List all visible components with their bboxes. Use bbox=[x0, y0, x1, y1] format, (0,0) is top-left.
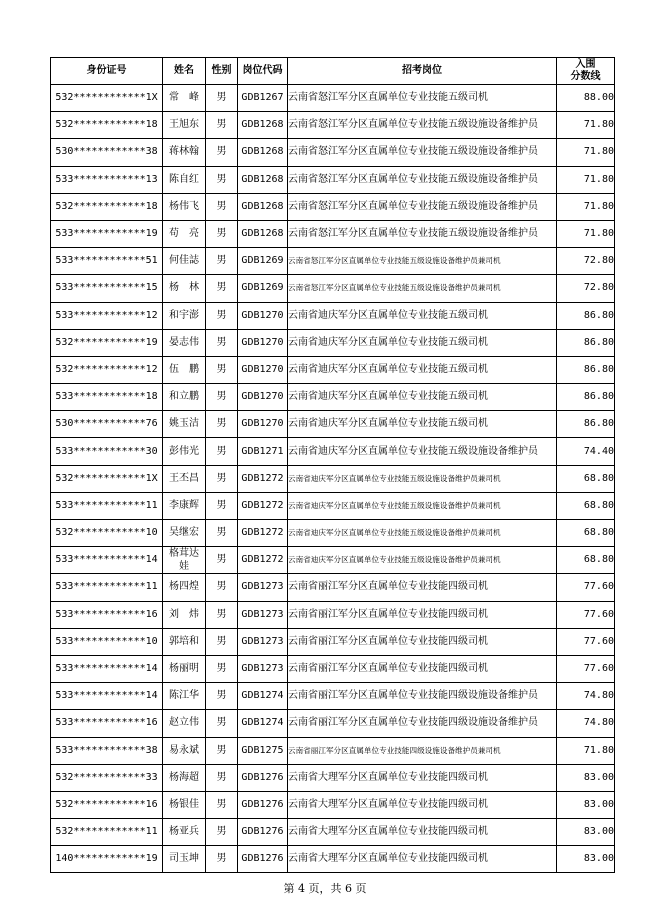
code-cell: GDB1270 bbox=[238, 329, 288, 356]
score-cell: 86.80 bbox=[557, 356, 615, 383]
name-cell: 杨 林 bbox=[163, 275, 206, 302]
code-cell: GDB1270 bbox=[238, 384, 288, 411]
position-cell: 云南省大理军分区直属单位专业技能四级司机 bbox=[288, 846, 557, 873]
gender-cell: 男 bbox=[206, 139, 238, 166]
table-row bbox=[51, 492, 615, 519]
position-cell: 云南省怒江军分区直属单位专业技能五级设施设备维护员 bbox=[288, 220, 557, 247]
name-cell: 吴继宏 bbox=[163, 520, 206, 547]
gender-cell: 男 bbox=[206, 710, 238, 737]
gender-cell: 男 bbox=[206, 655, 238, 682]
page-footer: 第 4 页，共 6 页 bbox=[283, 882, 367, 895]
code-cell: GDB1274 bbox=[238, 710, 288, 737]
score-cell: 83.00 bbox=[557, 819, 615, 846]
code-cell: GDB1272 bbox=[238, 465, 288, 492]
table-row bbox=[51, 166, 615, 193]
code-cell: GDB1276 bbox=[238, 846, 288, 873]
code-cell: GDB1273 bbox=[238, 628, 288, 655]
score-cell: 68.80 bbox=[557, 465, 615, 492]
id-cell: 140************19 bbox=[51, 846, 163, 873]
table-row bbox=[51, 384, 615, 411]
table-row bbox=[51, 683, 615, 710]
name-cell: 常 峰 bbox=[163, 85, 206, 112]
code-cell: GDB1268 bbox=[238, 193, 288, 220]
table-row bbox=[51, 655, 615, 682]
id-cell: 532************16 bbox=[51, 791, 163, 818]
code-cell: GDB1269 bbox=[238, 275, 288, 302]
table-row bbox=[51, 819, 615, 846]
gender-cell: 男 bbox=[206, 220, 238, 247]
code-cell: GDB1272 bbox=[238, 492, 288, 519]
gender-cell: 男 bbox=[206, 574, 238, 601]
gender-cell: 男 bbox=[206, 356, 238, 383]
score-cell: 88.00 bbox=[557, 85, 615, 112]
code-cell: GDB1268 bbox=[238, 166, 288, 193]
table-row bbox=[51, 85, 615, 112]
id-cell: 533************16 bbox=[51, 710, 163, 737]
id-cell: 532************1X bbox=[51, 85, 163, 112]
name-cell: 陈自红 bbox=[163, 166, 206, 193]
gender-cell: 男 bbox=[206, 248, 238, 275]
score-cell: 86.80 bbox=[557, 329, 615, 356]
id-cell: 532************1X bbox=[51, 465, 163, 492]
code-cell: GDB1267 bbox=[238, 85, 288, 112]
gender-cell: 男 bbox=[206, 193, 238, 220]
gender-cell: 男 bbox=[206, 438, 238, 465]
table-row bbox=[51, 601, 615, 628]
code-cell: GDB1270 bbox=[238, 411, 288, 438]
position-cell: 云南省迪庆军分区直属单位专业技能五级司机 bbox=[288, 384, 557, 411]
score-cell: 68.80 bbox=[557, 547, 615, 574]
name-cell: 郭培和 bbox=[163, 628, 206, 655]
table-row bbox=[51, 791, 615, 818]
score-cell: 71.80 bbox=[557, 220, 615, 247]
id-cell: 533************51 bbox=[51, 248, 163, 275]
gender-cell: 男 bbox=[206, 492, 238, 519]
gender-cell: 男 bbox=[206, 112, 238, 139]
id-cell: 532************12 bbox=[51, 356, 163, 383]
code-cell: GDB1273 bbox=[238, 601, 288, 628]
header-name: 姓名 bbox=[163, 58, 206, 85]
name-cell: 易永斌 bbox=[163, 737, 206, 764]
table-row bbox=[51, 520, 615, 547]
code-cell: GDB1271 bbox=[238, 438, 288, 465]
id-cell: 532************19 bbox=[51, 329, 163, 356]
gender-cell: 男 bbox=[206, 520, 238, 547]
id-cell: 532************18 bbox=[51, 112, 163, 139]
score-cell: 74.80 bbox=[557, 683, 615, 710]
name-cell: 蒋林翰 bbox=[163, 139, 206, 166]
header-position: 招考岗位 bbox=[288, 58, 557, 85]
header-score-line1: 入围 bbox=[575, 59, 596, 70]
code-cell: GDB1272 bbox=[238, 547, 288, 574]
position-cell: 云南省丽江军分区直属单位专业技能四级司机 bbox=[288, 601, 557, 628]
gender-cell: 男 bbox=[206, 329, 238, 356]
score-cell: 74.40 bbox=[557, 438, 615, 465]
id-cell: 530************38 bbox=[51, 139, 163, 166]
id-cell: 533************14 bbox=[51, 655, 163, 682]
score-cell: 83.00 bbox=[557, 791, 615, 818]
gender-cell: 男 bbox=[206, 819, 238, 846]
name-cell: 和宇澎 bbox=[163, 302, 206, 329]
position-cell: 云南省丽江军分区直属单位专业技能四级司机 bbox=[288, 655, 557, 682]
position-cell: 云南省丽江军分区直属单位专业技能四级司机 bbox=[288, 628, 557, 655]
id-cell: 530************76 bbox=[51, 411, 163, 438]
code-cell: GDB1275 bbox=[238, 737, 288, 764]
id-cell: 533************11 bbox=[51, 574, 163, 601]
position-cell: 云南省迪庆军分区直属单位专业技能五级设施设备维护员兼司机 bbox=[288, 547, 557, 574]
score-cell: 71.80 bbox=[557, 139, 615, 166]
gender-cell: 男 bbox=[206, 465, 238, 492]
score-cell: 77.60 bbox=[557, 628, 615, 655]
table-row bbox=[51, 139, 615, 166]
table-row bbox=[51, 356, 615, 383]
id-cell: 533************14 bbox=[51, 547, 163, 574]
id-cell: 533************30 bbox=[51, 438, 163, 465]
gender-cell: 男 bbox=[206, 601, 238, 628]
header-code: 岗位代码 bbox=[238, 58, 288, 85]
name-cell: 王旭东 bbox=[163, 112, 206, 139]
name-cell: 陈江华 bbox=[163, 683, 206, 710]
name-cell: 杨四煌 bbox=[163, 574, 206, 601]
id-cell: 533************18 bbox=[51, 384, 163, 411]
position-cell: 云南省迪庆军分区直属单位专业技能五级设施设备维护员 bbox=[288, 438, 557, 465]
name-cell: 和立鹏 bbox=[163, 384, 206, 411]
table-row bbox=[51, 411, 615, 438]
score-cell: 74.80 bbox=[557, 710, 615, 737]
position-cell: 云南省大理军分区直属单位专业技能四级司机 bbox=[288, 819, 557, 846]
table-row bbox=[51, 329, 615, 356]
table-row bbox=[51, 465, 615, 492]
gender-cell: 男 bbox=[206, 737, 238, 764]
table-row bbox=[51, 275, 615, 302]
id-cell: 533************13 bbox=[51, 166, 163, 193]
table-row bbox=[51, 193, 615, 220]
position-cell: 云南省丽江军分区直属单位专业技能四级设施设备维护员兼司机 bbox=[288, 737, 557, 764]
position-cell: 云南省大理军分区直属单位专业技能四级司机 bbox=[288, 791, 557, 818]
name-cell: 王丕昌 bbox=[163, 465, 206, 492]
name-cell: 杨海超 bbox=[163, 764, 206, 791]
gender-cell: 男 bbox=[206, 628, 238, 655]
gender-cell: 男 bbox=[206, 384, 238, 411]
position-cell: 云南省迪庆军分区直属单位专业技能五级司机 bbox=[288, 411, 557, 438]
table-row bbox=[51, 628, 615, 655]
score-cell: 71.80 bbox=[557, 737, 615, 764]
id-cell: 533************12 bbox=[51, 302, 163, 329]
id-cell: 532************10 bbox=[51, 520, 163, 547]
name-cell: 彭伟光 bbox=[163, 438, 206, 465]
gender-cell: 男 bbox=[206, 683, 238, 710]
id-cell: 533************19 bbox=[51, 220, 163, 247]
table-row bbox=[51, 112, 615, 139]
name-cell: 杨丽明 bbox=[163, 655, 206, 682]
gender-cell: 男 bbox=[206, 275, 238, 302]
position-cell: 云南省怒江军分区直属单位专业技能五级司机 bbox=[288, 85, 557, 112]
name-cell: 杨银佳 bbox=[163, 791, 206, 818]
table-header-row bbox=[51, 58, 615, 85]
name-cell: 司玉坤 bbox=[163, 846, 206, 873]
score-cell: 68.80 bbox=[557, 520, 615, 547]
code-cell: GDB1270 bbox=[238, 302, 288, 329]
score-cell: 77.60 bbox=[557, 574, 615, 601]
name-cell: 何佳誌 bbox=[163, 248, 206, 275]
score-cell: 83.00 bbox=[557, 764, 615, 791]
header-gender: 性别 bbox=[206, 58, 238, 85]
score-cell: 86.80 bbox=[557, 384, 615, 411]
code-cell: GDB1276 bbox=[238, 791, 288, 818]
score-cell: 77.60 bbox=[557, 655, 615, 682]
position-cell: 云南省怒江军分区直属单位专业技能五级设施设备维护员 bbox=[288, 139, 557, 166]
gender-cell: 男 bbox=[206, 166, 238, 193]
name-cell: 杨伟飞 bbox=[163, 193, 206, 220]
id-cell: 533************11 bbox=[51, 492, 163, 519]
gender-cell: 男 bbox=[206, 791, 238, 818]
name-cell: 姚玉洁 bbox=[163, 411, 206, 438]
id-cell: 533************38 bbox=[51, 737, 163, 764]
position-cell: 云南省迪庆军分区直属单位专业技能五级设施设备维护员兼司机 bbox=[288, 465, 557, 492]
code-cell: GDB1276 bbox=[238, 764, 288, 791]
table-row bbox=[51, 764, 615, 791]
score-cell: 72.80 bbox=[557, 248, 615, 275]
position-cell: 云南省丽江军分区直属单位专业技能四级司机 bbox=[288, 574, 557, 601]
gender-cell: 男 bbox=[206, 411, 238, 438]
score-cell: 86.80 bbox=[557, 302, 615, 329]
table-body bbox=[51, 85, 615, 873]
code-cell: GDB1269 bbox=[238, 248, 288, 275]
code-cell: GDB1273 bbox=[238, 655, 288, 682]
name-cell: 格茸达 娃 bbox=[163, 547, 206, 574]
position-cell: 云南省大理军分区直属单位专业技能四级司机 bbox=[288, 764, 557, 791]
table-row bbox=[51, 438, 615, 465]
table-row bbox=[51, 846, 615, 873]
code-cell: GDB1270 bbox=[238, 356, 288, 383]
position-cell: 云南省迪庆军分区直属单位专业技能五级司机 bbox=[288, 356, 557, 383]
code-cell: GDB1273 bbox=[238, 574, 288, 601]
code-cell: GDB1276 bbox=[238, 819, 288, 846]
score-cell: 71.80 bbox=[557, 112, 615, 139]
id-cell: 533************14 bbox=[51, 683, 163, 710]
id-cell: 533************15 bbox=[51, 275, 163, 302]
id-cell: 532************33 bbox=[51, 764, 163, 791]
code-cell: GDB1268 bbox=[238, 139, 288, 166]
position-cell: 云南省怒江军分区直属单位专业技能五级设施设备维护员 bbox=[288, 166, 557, 193]
gender-cell: 男 bbox=[206, 547, 238, 574]
gender-cell: 男 bbox=[206, 764, 238, 791]
id-cell: 533************16 bbox=[51, 601, 163, 628]
position-cell: 云南省迪庆军分区直属单位专业技能五级设施设备维护员兼司机 bbox=[288, 520, 557, 547]
score-cell: 72.80 bbox=[557, 275, 615, 302]
code-cell: GDB1272 bbox=[238, 520, 288, 547]
position-cell: 云南省迪庆军分区直属单位专业技能五级设施设备维护员兼司机 bbox=[288, 492, 557, 519]
table-row bbox=[51, 547, 615, 574]
table-row bbox=[51, 737, 615, 764]
id-cell: 532************18 bbox=[51, 193, 163, 220]
score-cell: 77.60 bbox=[557, 601, 615, 628]
table-row bbox=[51, 574, 615, 601]
id-cell: 532************11 bbox=[51, 819, 163, 846]
score-cell: 86.80 bbox=[557, 411, 615, 438]
table-row bbox=[51, 220, 615, 247]
header-score-line2: 分数线 bbox=[570, 71, 601, 82]
code-cell: GDB1268 bbox=[238, 112, 288, 139]
position-cell: 云南省怒江军分区直属单位专业技能五级设施设备维护员 bbox=[288, 193, 557, 220]
position-cell: 云南省迪庆军分区直属单位专业技能五级司机 bbox=[288, 302, 557, 329]
position-cell: 云南省丽江军分区直属单位专业技能四级设施设备维护员 bbox=[288, 683, 557, 710]
name-cell: 晏志伟 bbox=[163, 329, 206, 356]
position-cell: 云南省怒江军分区直属单位专业技能五级设施设备维护员兼司机 bbox=[288, 275, 557, 302]
name-cell: 杨亚兵 bbox=[163, 819, 206, 846]
score-cell: 71.80 bbox=[557, 193, 615, 220]
gender-cell: 男 bbox=[206, 846, 238, 873]
table-row bbox=[51, 248, 615, 275]
gender-cell: 男 bbox=[206, 302, 238, 329]
table-row bbox=[51, 710, 615, 737]
name-cell: 李康辉 bbox=[163, 492, 206, 519]
id-cell: 533************10 bbox=[51, 628, 163, 655]
header-id: 身份证号 bbox=[51, 58, 163, 85]
table-row bbox=[51, 302, 615, 329]
score-cell: 83.00 bbox=[557, 846, 615, 873]
name-cell: 苟 亮 bbox=[163, 220, 206, 247]
code-cell: GDB1274 bbox=[238, 683, 288, 710]
position-cell: 云南省怒江军分区直属单位专业技能五级设施设备维护员 bbox=[288, 112, 557, 139]
position-cell: 云南省怒江军分区直属单位专业技能五级设施设备维护员兼司机 bbox=[288, 248, 557, 275]
code-cell: GDB1268 bbox=[238, 220, 288, 247]
name-cell: 伍 鹏 bbox=[163, 356, 206, 383]
candidate-table bbox=[50, 57, 615, 873]
gender-cell: 男 bbox=[206, 85, 238, 112]
header-score bbox=[557, 58, 615, 85]
score-cell: 71.80 bbox=[557, 166, 615, 193]
position-cell: 云南省迪庆军分区直属单位专业技能五级司机 bbox=[288, 329, 557, 356]
name-cell: 赵立伟 bbox=[163, 710, 206, 737]
score-cell: 68.80 bbox=[557, 492, 615, 519]
position-cell: 云南省丽江军分区直属单位专业技能四级设施设备维护员 bbox=[288, 710, 557, 737]
name-cell: 刘 炜 bbox=[163, 601, 206, 628]
